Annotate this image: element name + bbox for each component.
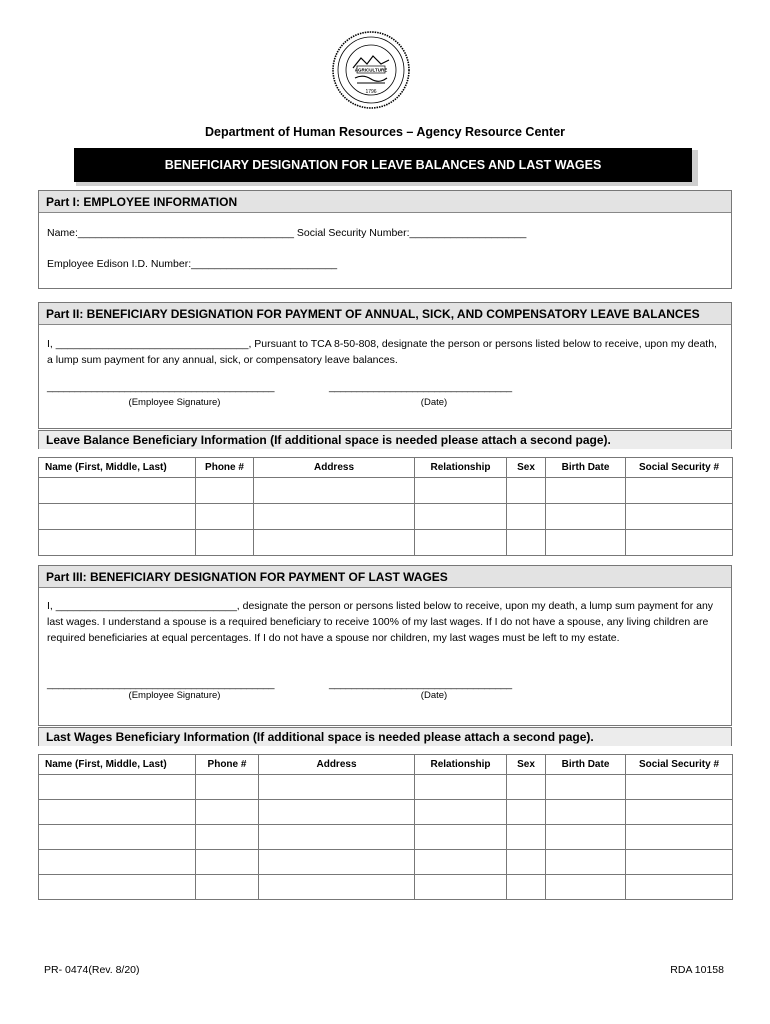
table-cell-input[interactable] bbox=[415, 800, 507, 825]
table-cell-input[interactable] bbox=[259, 825, 415, 850]
part2-heading: Part II: BENEFICIARY DESIGNATION FOR PAYMENT OF ANNUAL, SICK, AND COMPENSATORY LEAVE BALANCES bbox=[39, 303, 731, 325]
leave-table-title: Leave Balance Beneficiary Information (If additional space is needed please attach a second page). bbox=[38, 430, 732, 449]
table-cell-input[interactable] bbox=[626, 850, 733, 875]
table-cell-input[interactable] bbox=[39, 504, 196, 530]
wages-column-header: Social Security # bbox=[626, 755, 733, 775]
leave-column-header: Sex bbox=[507, 458, 546, 478]
table-cell-input[interactable] bbox=[39, 850, 196, 875]
table-cell-input[interactable] bbox=[39, 800, 196, 825]
wages-column-header: Sex bbox=[507, 755, 546, 775]
table-cell-input[interactable] bbox=[546, 825, 626, 850]
table-cell-input[interactable] bbox=[546, 504, 626, 530]
wages-beneficiary-table bbox=[38, 754, 733, 900]
table-cell-input[interactable] bbox=[546, 875, 626, 900]
table-cell-input[interactable] bbox=[254, 504, 415, 530]
part3-date-caption: (Date) bbox=[420, 690, 448, 701]
table-cell-input[interactable] bbox=[39, 825, 196, 850]
wages-table-body bbox=[39, 775, 733, 900]
leave-column-header: Relationship bbox=[415, 458, 507, 478]
table-cell-input[interactable] bbox=[626, 825, 733, 850]
leave-column-header: Name (First, Middle, Last) bbox=[39, 458, 196, 478]
table-cell-input[interactable] bbox=[259, 850, 415, 875]
table-row bbox=[39, 825, 733, 850]
wages-column-header: Name (First, Middle, Last) bbox=[39, 755, 196, 775]
state-seal-icon bbox=[331, 30, 411, 110]
leave-column-header: Phone # bbox=[196, 458, 254, 478]
table-cell-input[interactable] bbox=[415, 825, 507, 850]
table-cell-input[interactable] bbox=[196, 850, 259, 875]
table-row bbox=[39, 850, 733, 875]
part2-date-line[interactable]: _________________________________ bbox=[329, 381, 512, 393]
wages-column-header: Birth Date bbox=[546, 755, 626, 775]
table-cell-input[interactable] bbox=[546, 775, 626, 800]
table-cell-input[interactable] bbox=[507, 825, 546, 850]
table-cell-input[interactable] bbox=[196, 478, 254, 504]
table-cell-input[interactable] bbox=[196, 875, 259, 900]
table-cell-input[interactable] bbox=[626, 775, 733, 800]
form-number: PR- 0474(Rev. 8/20) bbox=[44, 964, 140, 976]
seal-text-1: AGRICULTURE bbox=[354, 67, 388, 73]
part2-signature-caption: (Employee Signature) bbox=[128, 397, 221, 408]
wages-column-header: Address bbox=[259, 755, 415, 775]
table-row bbox=[39, 478, 733, 504]
department-heading: Department of Human Resources – Agency Resource Center bbox=[204, 125, 566, 139]
table-cell-input[interactable] bbox=[415, 850, 507, 875]
part1-section bbox=[38, 190, 732, 289]
table-cell-input[interactable] bbox=[196, 775, 259, 800]
part3-signature-line[interactable]: _________________________________________ bbox=[47, 678, 275, 690]
leave-table-body bbox=[39, 478, 733, 556]
table-cell-input[interactable] bbox=[626, 875, 733, 900]
table-cell-input[interactable] bbox=[259, 775, 415, 800]
table-cell-input[interactable] bbox=[507, 504, 546, 530]
table-cell-input[interactable] bbox=[259, 800, 415, 825]
table-row bbox=[39, 775, 733, 800]
form-title-banner: BENEFICIARY DESIGNATION FOR LEAVE BALANCES AND LAST WAGES bbox=[74, 148, 692, 182]
part3-signature-caption: (Employee Signature) bbox=[128, 690, 221, 701]
table-row bbox=[39, 875, 733, 900]
table-cell-input[interactable] bbox=[39, 530, 196, 556]
part3-statement[interactable]: I, _______________________________, designate the person or persons listed below to receive, upon my death, a lump sum payment for any last wages. I understand a spouse is a required beneficiary to receive 100% of my last wages. If I do not have a spouse, any living children are required beneficiaries at equal percentages. If I do not have a spouse nor children, my last wages must be left to my estate. bbox=[47, 600, 714, 644]
leave-beneficiary-table bbox=[38, 457, 733, 556]
part3-heading: Part III: BENEFICIARY DESIGNATION FOR PAYMENT OF LAST WAGES bbox=[39, 566, 731, 588]
table-cell-input[interactable] bbox=[626, 504, 733, 530]
name-ssn-field-line[interactable]: Name:_____________________________________ Social Security Number:____________________ bbox=[47, 227, 527, 239]
table-cell-input[interactable] bbox=[507, 875, 546, 900]
part3-date-line[interactable]: _________________________________ bbox=[329, 678, 512, 690]
table-row bbox=[39, 530, 733, 556]
edison-id-field-line[interactable]: Employee Edison I.D. Number:_________________________ bbox=[47, 258, 338, 270]
table-cell-input[interactable] bbox=[626, 530, 733, 556]
table-cell-input[interactable] bbox=[546, 530, 626, 556]
table-cell-input[interactable] bbox=[507, 800, 546, 825]
leave-column-header: Social Security # bbox=[626, 458, 733, 478]
table-cell-input[interactable] bbox=[39, 478, 196, 504]
leave-column-header: Address bbox=[254, 458, 415, 478]
part2-date-caption: (Date) bbox=[420, 397, 448, 408]
table-cell-input[interactable] bbox=[507, 530, 546, 556]
table-row bbox=[39, 504, 733, 530]
table-cell-input[interactable] bbox=[196, 800, 259, 825]
leave-column-header: Birth Date bbox=[546, 458, 626, 478]
table-cell-input[interactable] bbox=[254, 530, 415, 556]
table-cell-input[interactable] bbox=[507, 478, 546, 504]
table-cell-input[interactable] bbox=[415, 775, 507, 800]
table-row bbox=[39, 800, 733, 825]
part2-statement[interactable]: I, _________________________________, Pursuant to TCA 8-50-808, designate the person or persons listed below to receive, upon my death, a lump sum payment for any annual, sick, or compensatory leave balances. bbox=[47, 338, 717, 366]
table-cell-input[interactable] bbox=[546, 850, 626, 875]
part1-heading: Part I: EMPLOYEE INFORMATION bbox=[39, 191, 731, 213]
table-cell-input[interactable] bbox=[415, 530, 507, 556]
table-cell-input[interactable] bbox=[196, 504, 254, 530]
part2-section bbox=[38, 302, 732, 429]
wages-table-header-row bbox=[39, 755, 733, 775]
table-cell-input[interactable] bbox=[196, 825, 259, 850]
table-cell-input[interactable] bbox=[196, 530, 254, 556]
table-cell-input[interactable] bbox=[626, 478, 733, 504]
wages-table-title: Last Wages Beneficiary Information (If additional space is needed please attach a second page). bbox=[38, 727, 732, 746]
table-cell-input[interactable] bbox=[254, 478, 415, 504]
table-cell-input[interactable] bbox=[39, 875, 196, 900]
part2-signature-line[interactable]: _________________________________________ bbox=[47, 381, 275, 393]
seal-text-2: 1796 bbox=[365, 89, 377, 95]
table-cell-input[interactable] bbox=[546, 478, 626, 504]
rda-number: RDA 10158 bbox=[670, 964, 724, 976]
leave-table-header-row bbox=[39, 458, 733, 478]
table-cell-input[interactable] bbox=[546, 800, 626, 825]
table-cell-input[interactable] bbox=[507, 775, 546, 800]
table-cell-input[interactable] bbox=[39, 775, 196, 800]
table-cell-input[interactable] bbox=[415, 478, 507, 504]
part3-section bbox=[38, 565, 732, 726]
table-cell-input[interactable] bbox=[415, 504, 507, 530]
wages-column-header: Relationship bbox=[415, 755, 507, 775]
table-cell-input[interactable] bbox=[415, 875, 507, 900]
wages-column-header: Phone # bbox=[196, 755, 259, 775]
table-cell-input[interactable] bbox=[626, 800, 733, 825]
table-cell-input[interactable] bbox=[259, 875, 415, 900]
table-cell-input[interactable] bbox=[507, 850, 546, 875]
